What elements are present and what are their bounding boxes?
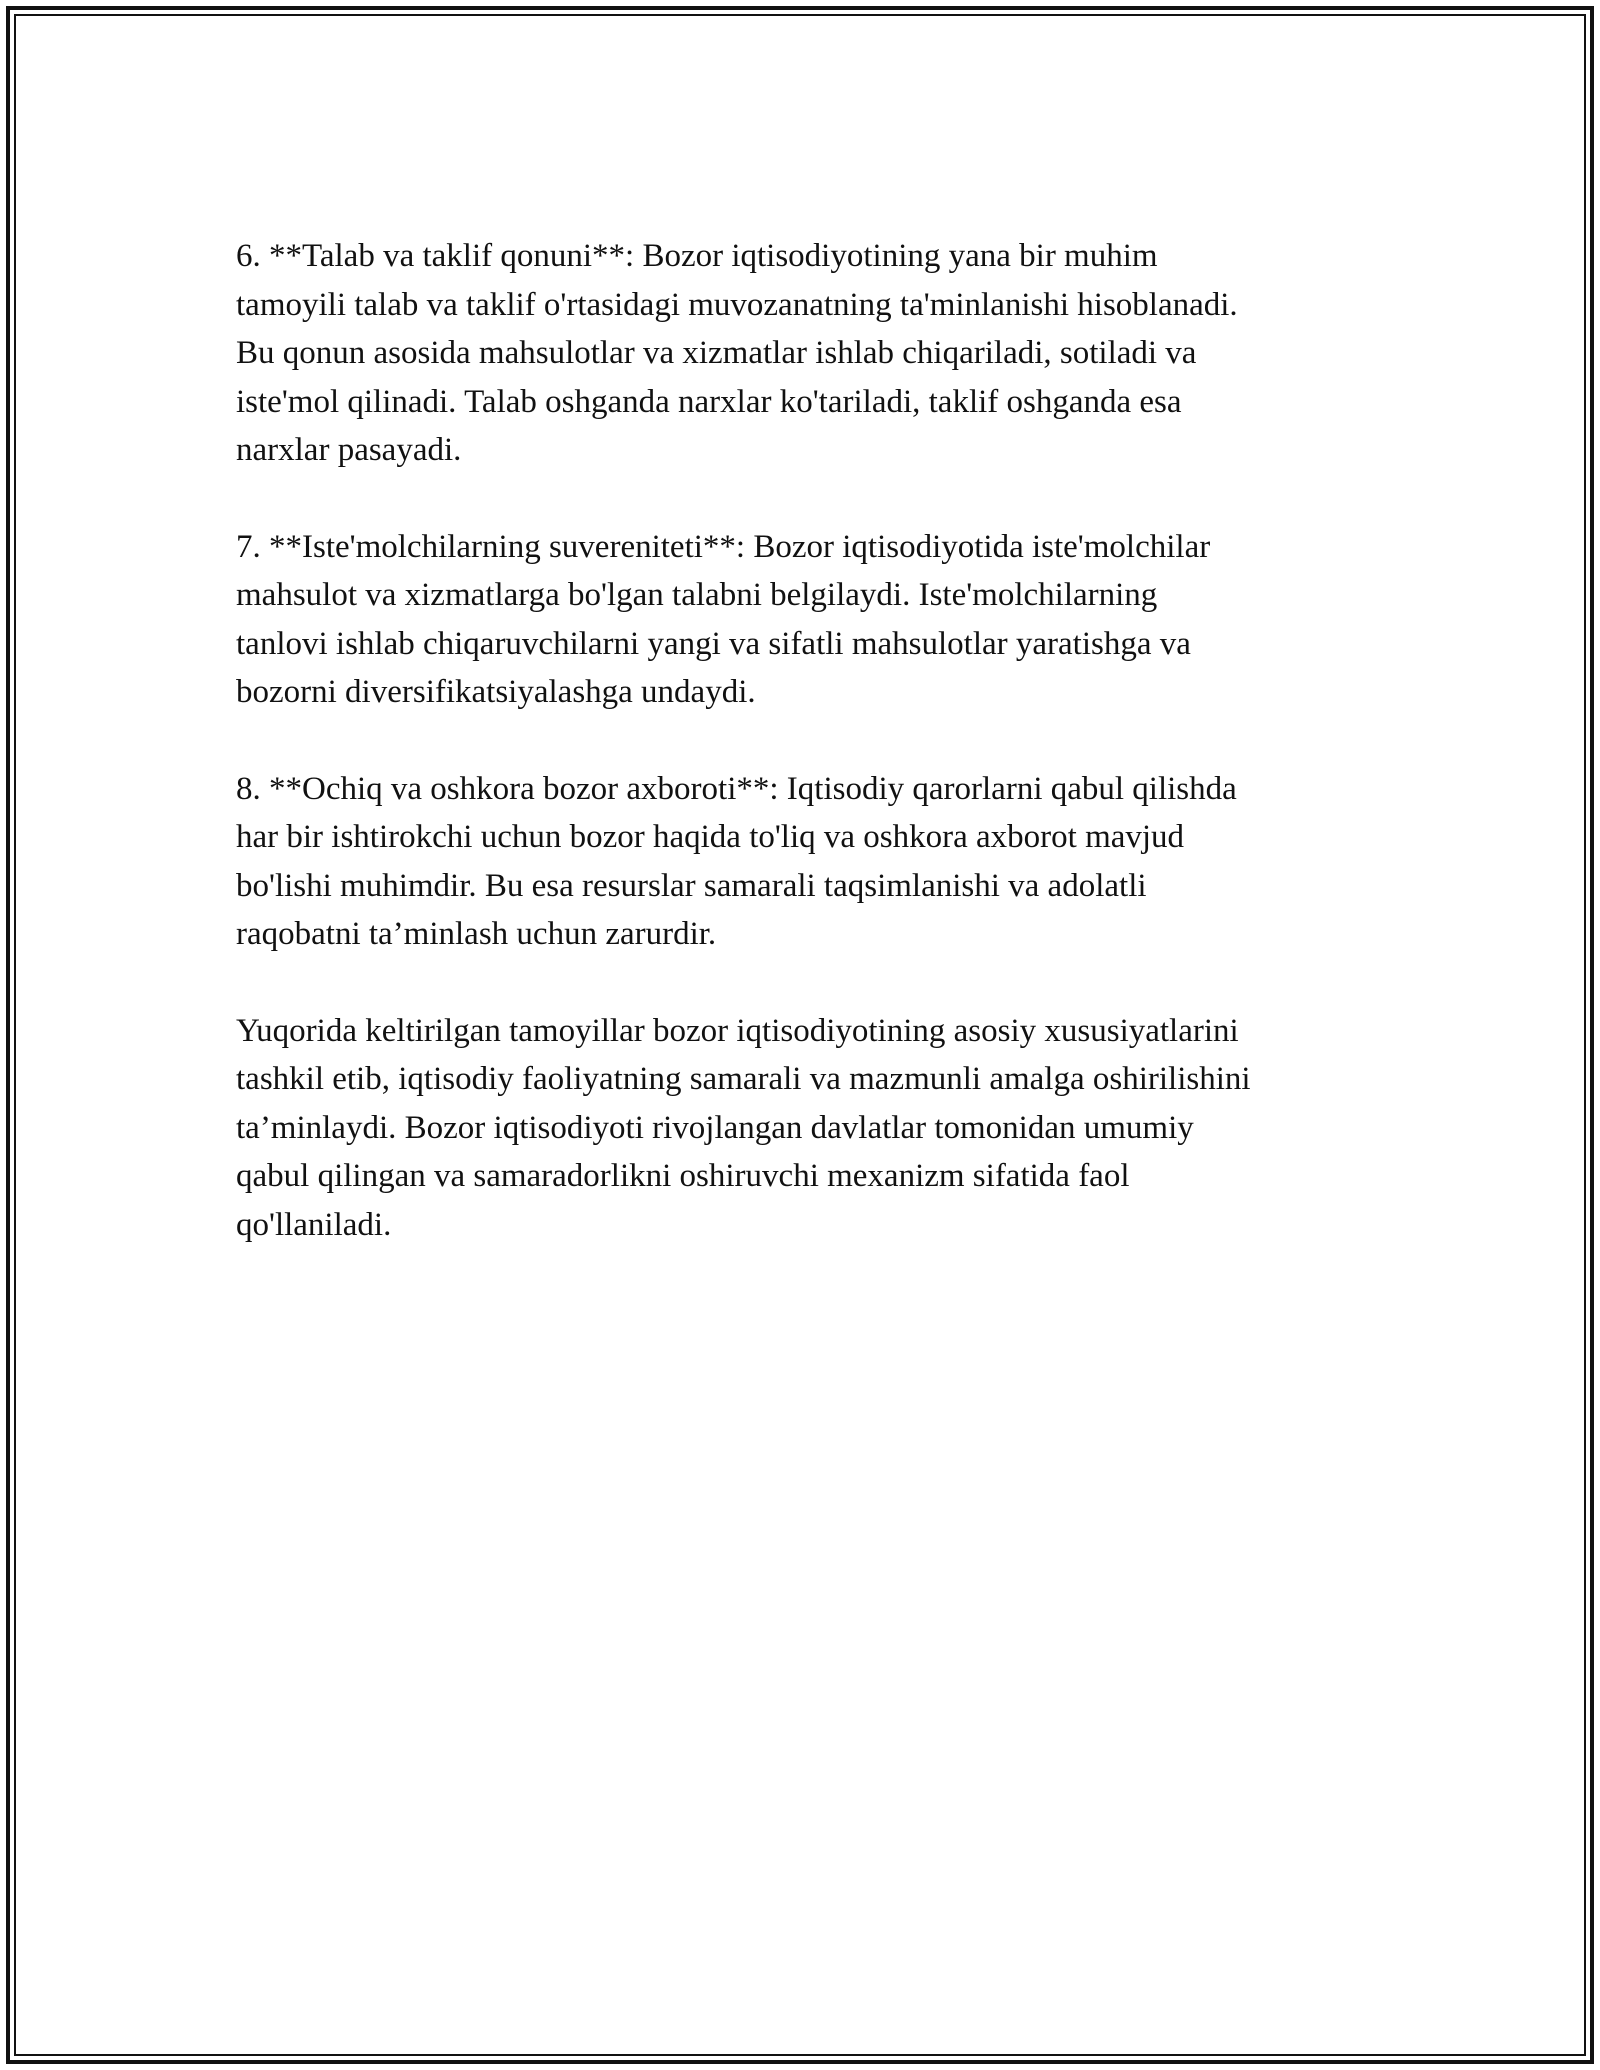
paragraph-conclusion: [236, 1007, 1386, 1250]
document-body: [236, 232, 1386, 1297]
paragraph-istemolchilar-suvereniteti: [236, 523, 1386, 717]
text-line: tanlovi ishlab chiqaruvchilarni yangi va sifatli mahsulotlar yaratishga va: [236, 625, 1191, 662]
text-line: bo'lishi muhimdir. Bu esa resurslar samarali taqsimlanishi va adolatli: [236, 867, 1147, 904]
text-line: tashkil etib, iqtisodiy faoliyatning samarali va mazmunli amalga oshirilishini: [236, 1061, 1251, 1097]
text-line: tamoyili talab va taklif o'rtasidagi muvozanatning ta'minlanishi hisoblanadi.: [236, 286, 1238, 323]
text-line: iste'mol qilinadi. Talab oshganda narxlar ko'tariladi, taklif oshganda esa: [236, 383, 1182, 420]
text-line: narxlar pasayadi.: [236, 432, 462, 468]
text-line: har bir ishtirokchi uchun bozor haqida to'liq va oshkora axborot mavjud: [236, 819, 1185, 855]
text-line: qabul qilingan va samaradorlikni oshiruvchi mexanizm sifatida faol: [236, 1158, 1130, 1194]
text-line: Yuqorida keltirilgan tamoyillar bozor iqtisodiyotining asosiy xususiyatlarini: [236, 1012, 1239, 1049]
text-line: qo'llaniladi.: [236, 1206, 392, 1243]
text-line: 8. **Ochiq va oshkora bozor axboroti**: Iqtisodiy qarorlarni qabul qilishda: [236, 770, 1237, 807]
text-line: bozorni diversifikatsiyalashga undaydi.: [236, 674, 756, 710]
paragraph-bozor-axboroti: [236, 765, 1386, 959]
text-line: 7. **Iste'molchilarning suvereniteti**: Bozor iqtisodiyotida iste'molchilar: [236, 528, 1211, 565]
text-line: ta’minlaydi. Bozor iqtisodiyoti rivojlangan davlatlar tomonidan umumiy: [236, 1109, 1194, 1146]
text-line: Bu qonun asosida mahsulotlar va xizmatlar ishlab chiqariladi, sotiladi va: [236, 335, 1197, 371]
text-line: 6. **Talab va taklif qonuni**: Bozor iqtisodiyotining yana bir muhim: [236, 238, 1158, 274]
text-line: mahsulot va xizmatlarga bo'lgan talabni belgilaydi. Iste'molchilarning: [236, 577, 1158, 613]
paragraph-talab-va-taklif: [236, 232, 1386, 475]
text-line: raqobatni ta’minlash uchun zarurdir.: [236, 916, 717, 952]
